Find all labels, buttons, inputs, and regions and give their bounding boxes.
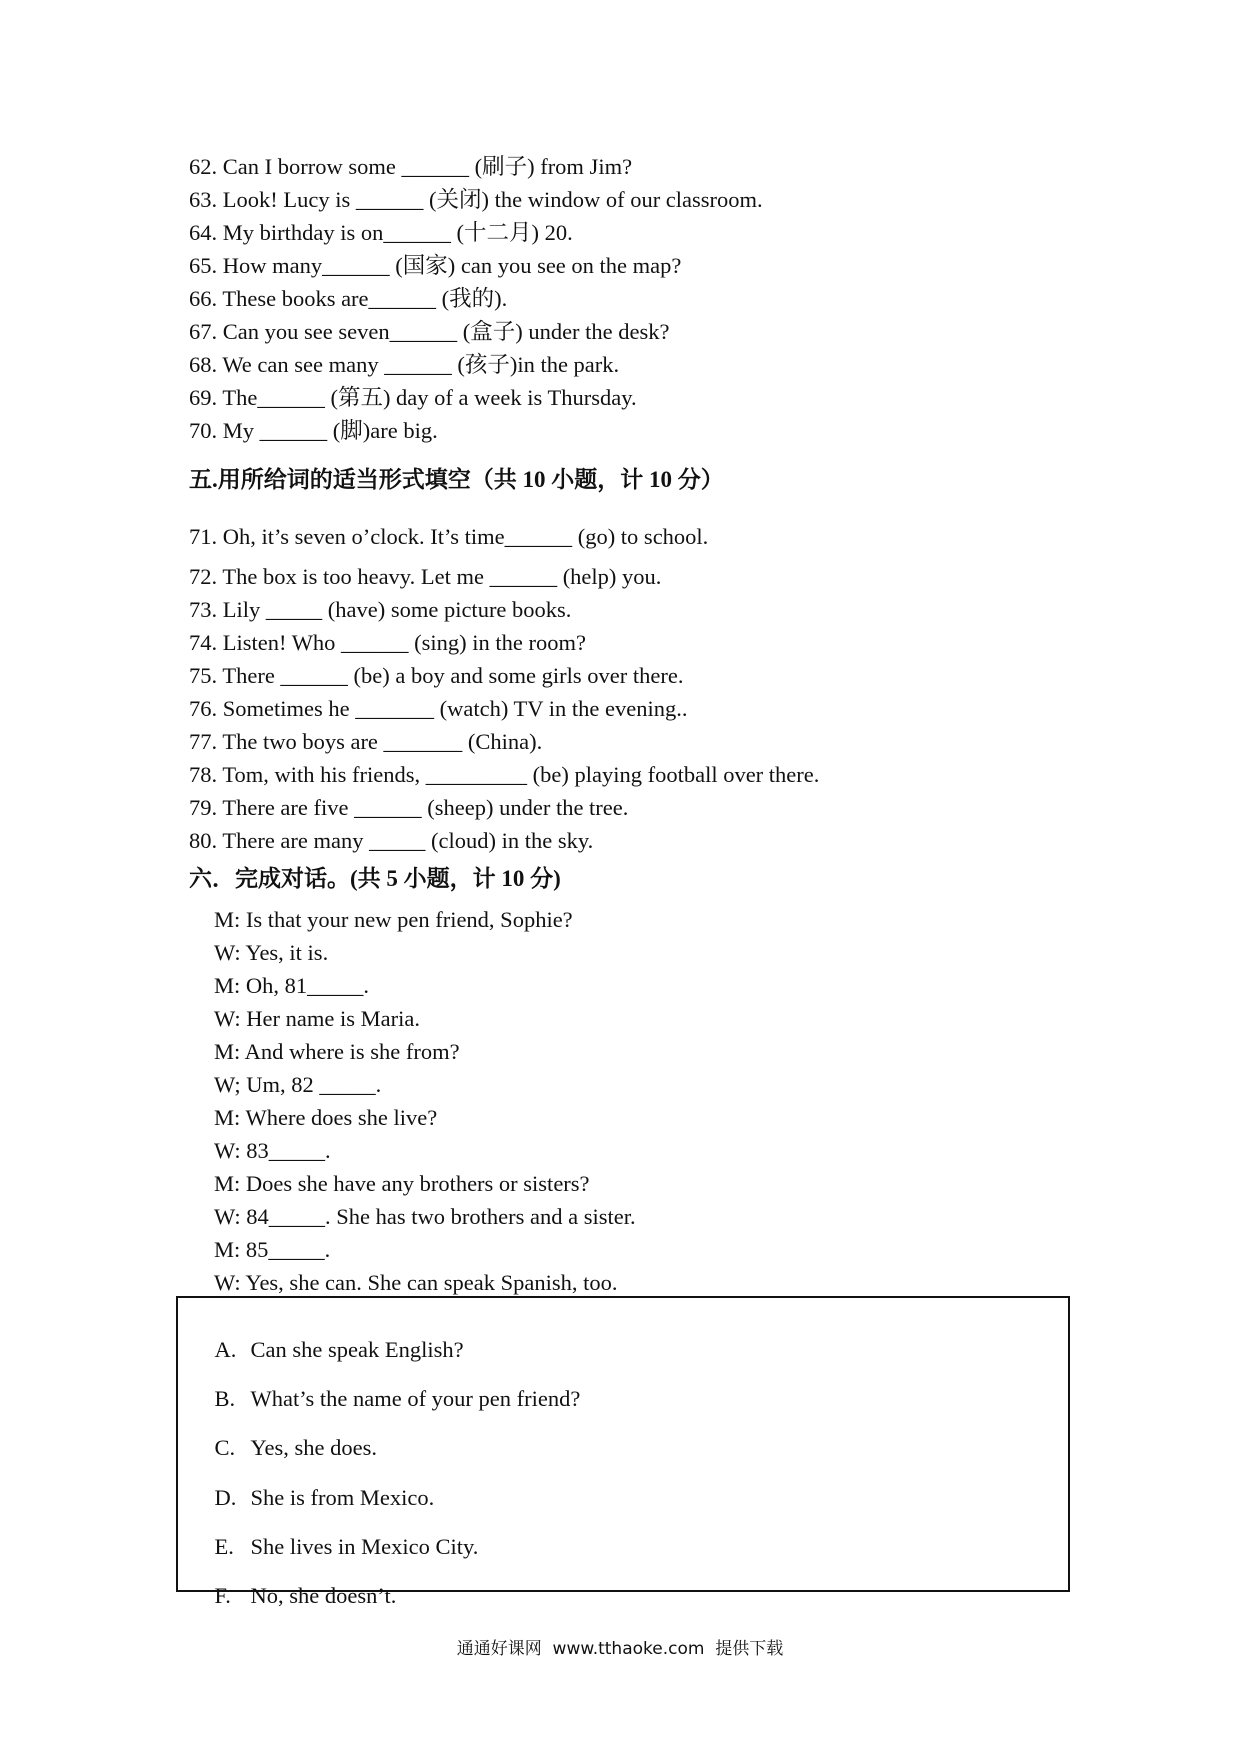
option-letter: F.: [214, 1583, 231, 1608]
question-75: 75. There ______ (be) a boy and some girls over there.: [189, 663, 684, 688]
dialogue-line: M: Oh, 81_____.: [214, 973, 370, 998]
question-72: 72. The box is too heavy. Let me ______ (help) you.: [189, 564, 662, 589]
question-80: 80. There are many _____ (cloud) in the sky.: [189, 828, 594, 853]
dialogue-line: M: And where is she from?: [214, 1039, 460, 1064]
question-79: 79. There are five ______ (sheep) under the tree.: [189, 795, 629, 820]
dialogue-line: M: 85_____.: [214, 1237, 331, 1262]
dialogue-line: W: 84_____. She has two brothers and a sister.: [214, 1204, 636, 1229]
dialogue-line: M: Does she have any brothers or sisters?: [214, 1171, 590, 1196]
option-letter: D.: [214, 1485, 237, 1510]
option-letter: C.: [214, 1435, 236, 1460]
question-76: 76. Sometimes he _______ (watch) TV in the evening..: [189, 696, 688, 721]
option-text: No, she doesn’t.: [250, 1583, 397, 1608]
dialogue-line: W: 83_____.: [214, 1138, 331, 1163]
question-70: 70. My ______ (脚)are big.: [189, 418, 438, 443]
question-68: 68. We can see many ______ (孩子)in the park.: [189, 352, 620, 377]
option-text: She lives in Mexico City.: [250, 1534, 479, 1559]
dialogue-line: W; Um, 82 _____.: [214, 1072, 382, 1097]
question-71: 71. Oh, it’s seven o’clock. It’s time______ (go) to school.: [189, 524, 709, 549]
question-66: 66. These books are______ (我的).: [189, 286, 508, 311]
question-62: 62. Can I borrow some ______ (刷子) from Jim?: [189, 154, 633, 179]
section5-heading: 五.用所给词的适当形式填空（共 10 小题，计 10 分）: [189, 467, 724, 492]
question-64: 64. My birthday is on______ (十二月) 20.: [189, 220, 573, 245]
question-78: 78. Tom, with his friends, _________ (be) playing football over there.: [189, 762, 820, 787]
option-text: What’s the name of your pen friend?: [250, 1386, 581, 1411]
dialogue-line: M: Where does she live?: [214, 1105, 438, 1130]
option-f: [192, 1554, 396, 1638]
option-letter: E.: [214, 1534, 234, 1559]
option-text: Can she speak English?: [250, 1337, 464, 1362]
option-letter: A.: [214, 1337, 237, 1362]
dialogue-line: M: Is that your new pen friend, Sophie?: [214, 907, 573, 932]
question-67: 67. Can you see seven______ (盒子) under the desk?: [189, 319, 670, 344]
dialogue-line: W: Her name is Maria.: [214, 1006, 420, 1031]
dialogue-line: W: Yes, she can. She can speak Spanish, too.: [214, 1270, 618, 1295]
option-text: Yes, she does.: [250, 1435, 377, 1460]
option-letter: B.: [214, 1386, 236, 1411]
option-text: She is from Mexico.: [250, 1485, 435, 1510]
section6-heading: 六．完成对话。(共 5 小题，计 10 分): [189, 866, 561, 891]
answer-options-box: [176, 1296, 1070, 1608]
dialogue-line: W: Yes, it is.: [214, 940, 329, 965]
question-65: 65. How many______ (国家) can you see on the map?: [189, 253, 682, 278]
page-footer: 通通好课网 www.tthaoke.com 提供下载: [456, 1639, 784, 1659]
question-73: 73. Lily _____ (have) some picture books.: [189, 597, 572, 622]
question-74: 74. Listen! Who ______ (sing) in the room?: [189, 630, 587, 655]
question-63: 63. Look! Lucy is ______ (关闭) the window of our classroom.: [189, 187, 763, 212]
question-69: 69. The______ (第五) day of a week is Thursday.: [189, 385, 637, 410]
question-77: 77. The two boys are _______ (China).: [189, 729, 543, 754]
